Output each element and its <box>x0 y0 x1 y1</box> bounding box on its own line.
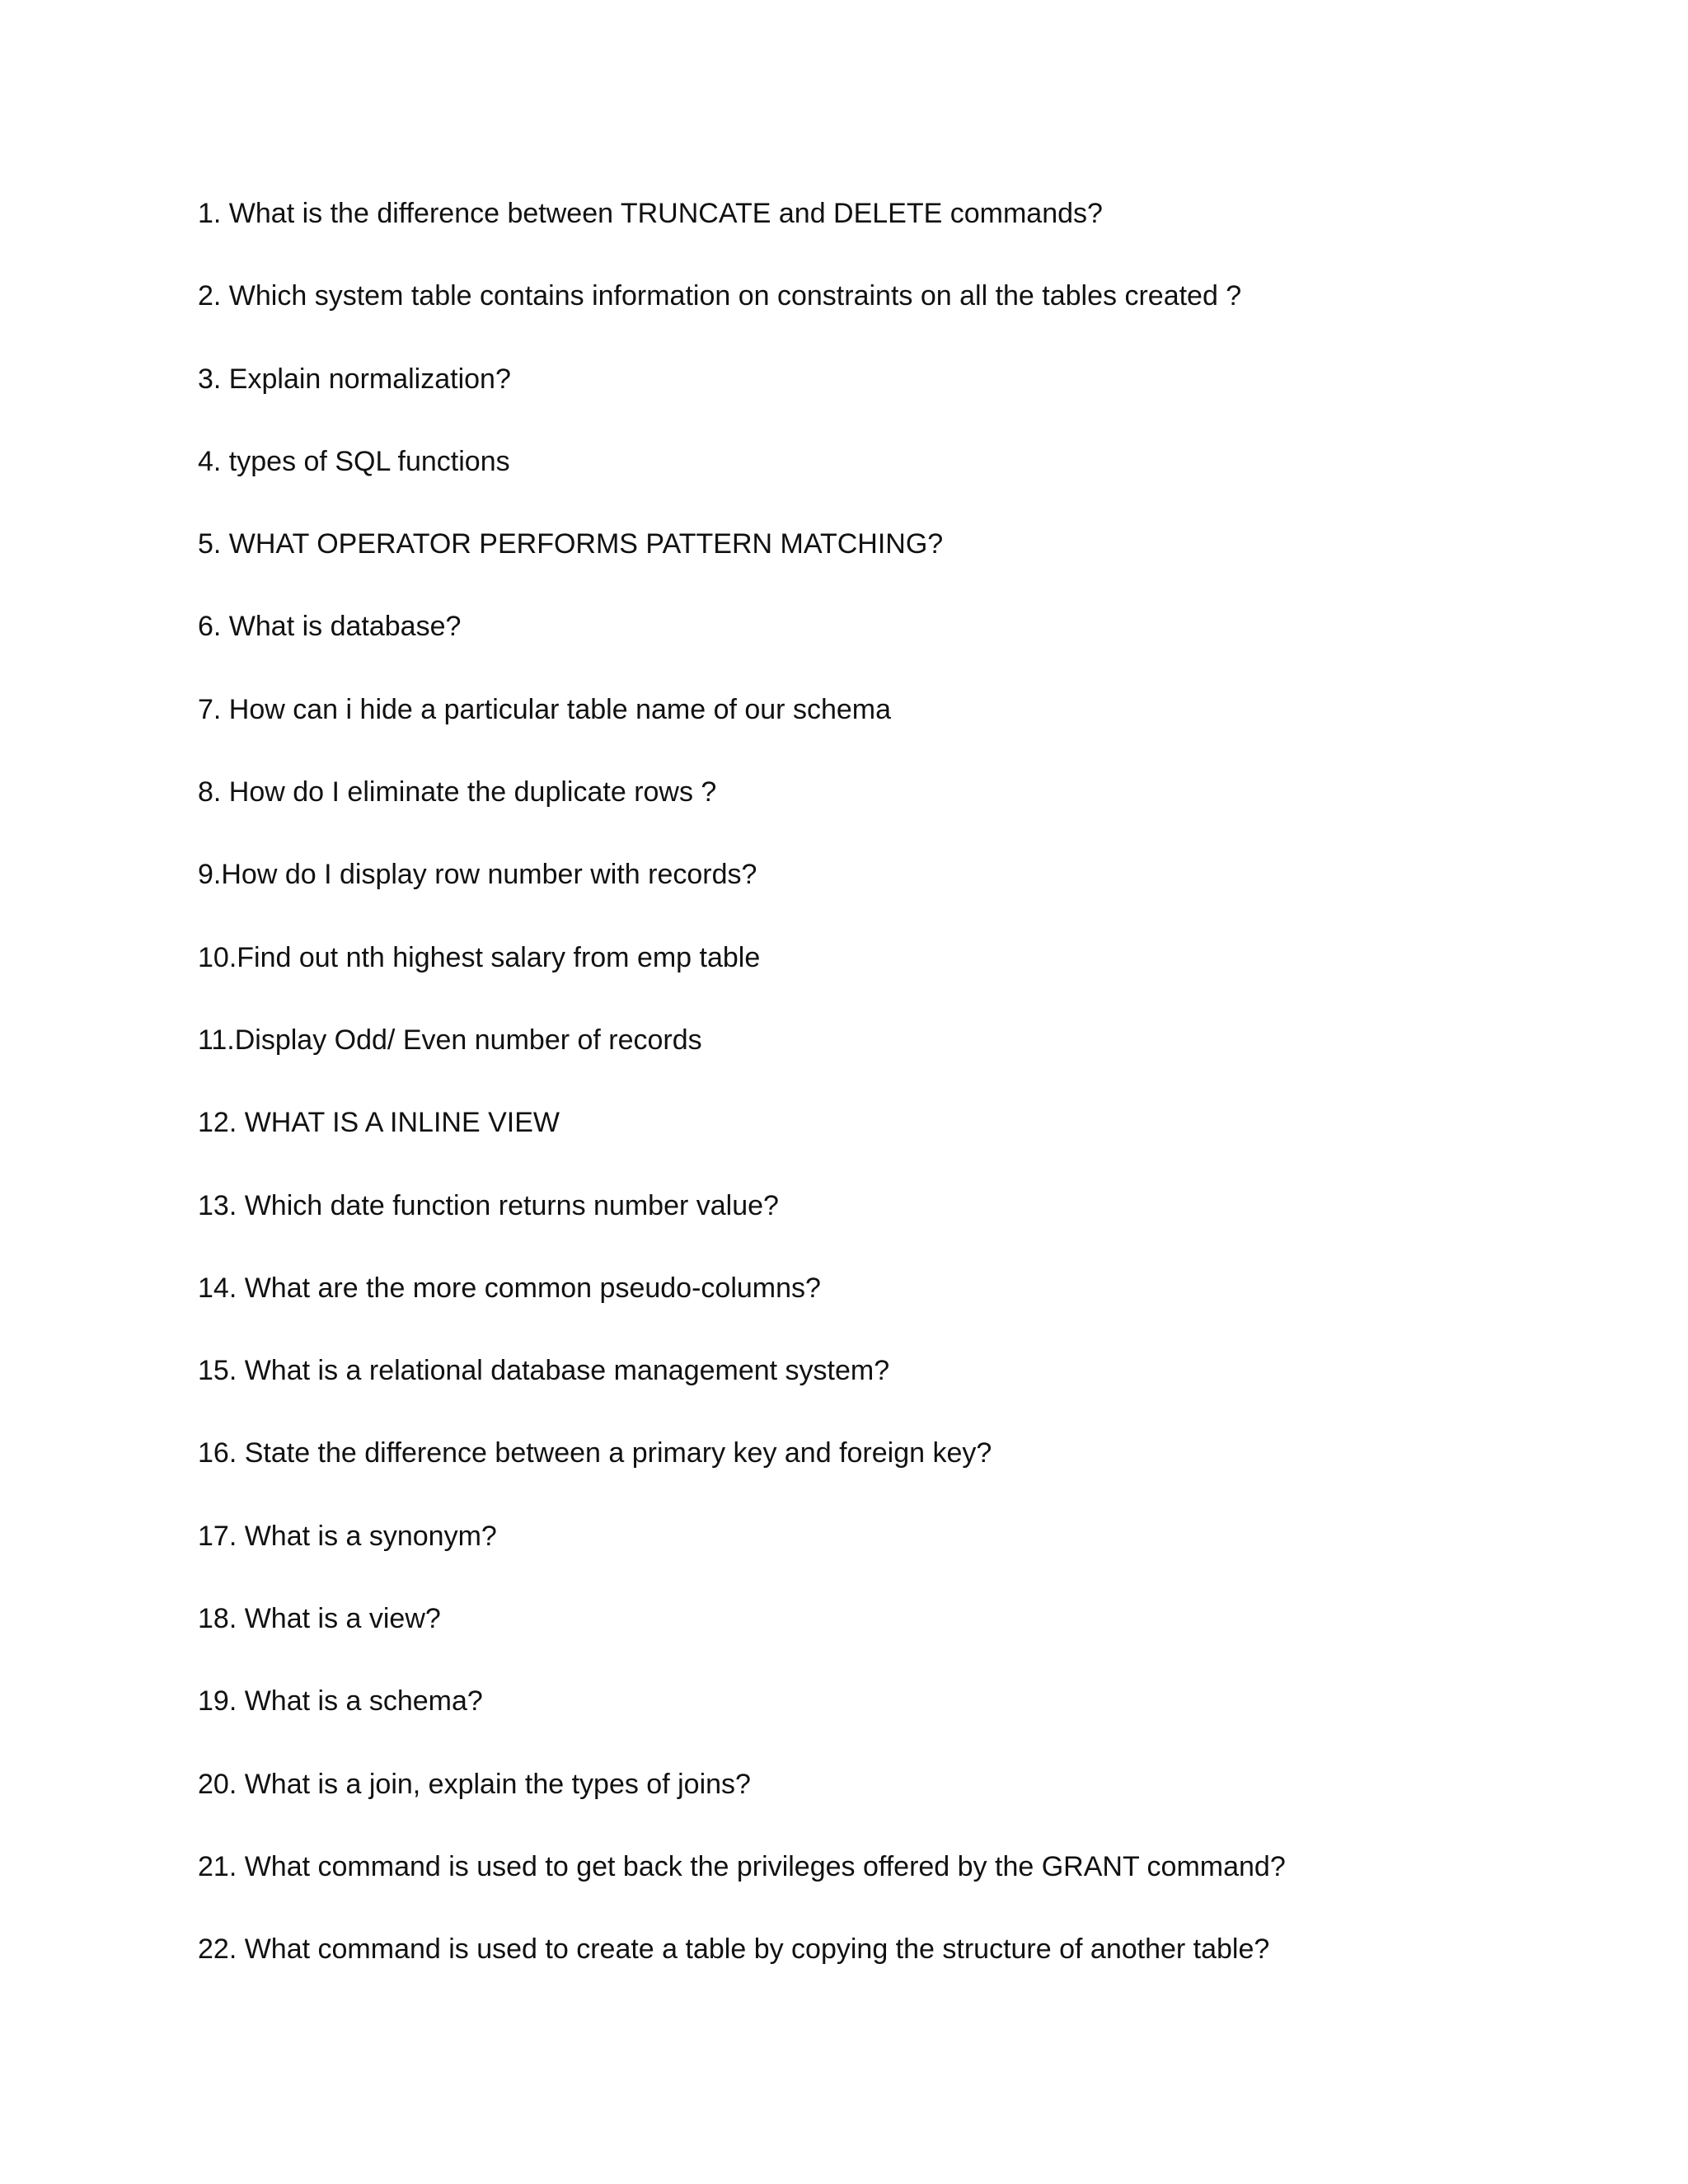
question-item: 18. What is a view? <box>198 1603 441 1635</box>
question-item: 21. What command is used to get back the privileges offered by the GRANT command? <box>198 1850 1286 1882</box>
question-item: 19. What is a schema? <box>198 1685 483 1718</box>
question-item: 14. What are the more common pseudo-columns? <box>198 1272 821 1304</box>
question-item: 7. How can i hide a particular table name of our schema <box>198 693 892 725</box>
question-item: 15. What is a relational database management system? <box>198 1355 890 1387</box>
question-list <box>198 194 1599 2013</box>
question-item: 4. types of SQL functions <box>198 445 510 477</box>
question-item: 10.Find out nth highest salary from emp table <box>198 941 761 973</box>
question-item: 6. What is database? <box>198 611 462 643</box>
question-item: 22. What command is used to create a table by copying the structure of another table? <box>198 1933 1270 1966</box>
question-item: 20. What is a join, explain the types of joins? <box>198 1768 751 1800</box>
question-item: 13. Which date function returns number value? <box>198 1189 779 1221</box>
question-item: 3. Explain normalization? <box>198 363 511 395</box>
question-item: 9.How do I display row number with records? <box>198 859 757 891</box>
question-item: 2. Which system table contains information on constraints on all the tables created ? <box>198 280 1242 312</box>
question-item: 1. What is the difference between TRUNCATE and DELETE commands? <box>198 198 1103 229</box>
question-item: 5. WHAT OPERATOR PERFORMS PATTERN MATCHING? <box>198 528 944 560</box>
question-item: 16. State the difference between a primary key and foreign key? <box>198 1437 992 1469</box>
question-item: 17. What is a synonym? <box>198 1520 497 1552</box>
question-item: 11.Display Odd/ Even number of records <box>198 1024 702 1056</box>
question-item: 8. How do I eliminate the duplicate rows ? <box>198 776 717 808</box>
question-item: 12. WHAT IS A INLINE VIEW <box>198 1107 560 1139</box>
